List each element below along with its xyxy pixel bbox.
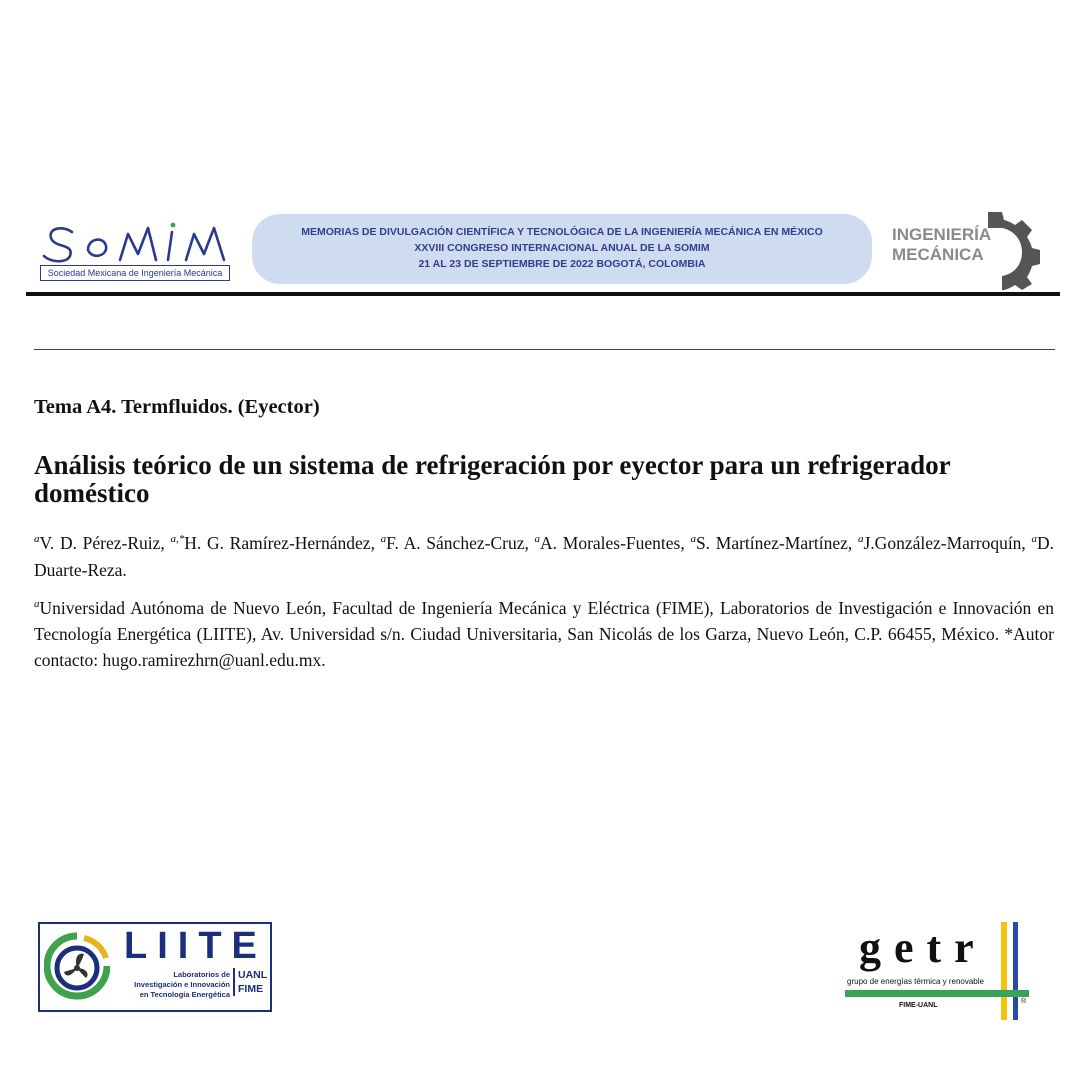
liite-turbine-icon xyxy=(44,932,110,1002)
author-name: D. Duarte-Reza. xyxy=(34,533,1055,580)
getr-blue-bar xyxy=(1013,922,1018,1020)
liite-logo xyxy=(38,922,272,1012)
author-name: H. G. Ramírez-Hernández, xyxy=(184,533,375,553)
author-sup: a xyxy=(534,533,541,546)
getr-logo xyxy=(845,920,1045,1025)
banner-line-1: MEMORIAS DE DIVULGACIÓN CIENTÍFICA Y TECNOLÓGICA DE LA INGENIERÍA MECÁNICA EN MÉXICO xyxy=(301,226,823,238)
liite-uanl-fime xyxy=(233,968,272,996)
getr-wordmark: getr xyxy=(859,923,987,972)
liite-desc-line-2: Investigación e Innovación xyxy=(134,980,230,989)
paper-topic: Tema A4. Termfluidos. (Eyector) xyxy=(34,396,320,418)
author-sup: a xyxy=(34,533,40,546)
affiliation-sup: a xyxy=(34,598,40,611)
getr-foot: FIME-UANL xyxy=(899,1002,938,1009)
author-sup: a xyxy=(690,533,696,546)
liite-desc-line-3: en Tecnología Energética xyxy=(139,990,230,999)
getr-green-bar xyxy=(845,990,1029,997)
author-sup: a xyxy=(380,533,387,546)
section-divider xyxy=(34,349,1055,350)
author-name: J.González-Marroquín, xyxy=(863,533,1026,553)
author-sup: a xyxy=(858,533,864,546)
author-sup: a xyxy=(1031,533,1038,546)
author-name: V. D. Pérez-Ruiz, xyxy=(39,533,165,553)
affiliation xyxy=(34,595,1054,673)
gear-icon xyxy=(982,210,1044,290)
author-name: F. A. Sánchez-Cruz, xyxy=(386,533,529,553)
conference-banner xyxy=(252,214,872,284)
getr-yellow-bar xyxy=(1001,922,1007,1020)
somim-logo xyxy=(40,220,230,282)
liite-description xyxy=(116,970,230,1000)
author-list xyxy=(34,530,1054,584)
paper-title: Análisis teórico de un sistema de refrigeración por eyector para un refrigerador doméstico xyxy=(34,450,951,508)
liite-fime: FIME xyxy=(238,983,264,995)
author-name: S. Martínez-Martínez, xyxy=(695,533,853,553)
somim-wordmark-icon xyxy=(42,220,230,266)
somim-caption: Sociedad Mexicana de Ingeniería Mecánica xyxy=(40,265,230,281)
liite-wordmark: LIITE xyxy=(124,925,267,967)
ing-logo-text xyxy=(892,225,991,265)
author-sup: a,* xyxy=(170,533,185,546)
affiliation-text: Universidad Autónoma de Nuevo León, Facultad de Ingeniería Mecánica y Eléctrica (FIME), Laboratorios de Investigación e Innovación en Tecnología Energética (LIITE), Av. Universidad s/n. Ciudad Universitaria, San Nicolás de los Garza, Nuevo León, C.P. 66455, México. *Autor contacto: hugo.ramirezhrn@uanl.edu.mx. xyxy=(34,598,1054,670)
ingenieria-mecanica-logo xyxy=(890,210,1050,290)
banner-line-3: 21 AL 23 DE SEPTIEMBRE DE 2022 BOGOTÁ, COLOMBIA xyxy=(418,258,706,270)
banner-line-2: XXVIII CONGRESO INTERNACIONAL ANUAL DE LA SOMIM xyxy=(414,242,710,254)
ing-logo-line-2: MECÁNICA xyxy=(892,245,984,264)
liite-uanl: UANL xyxy=(238,969,268,981)
registered-mark: ® xyxy=(1021,998,1027,1005)
author-name: A. Morales-Fuentes, xyxy=(540,533,685,553)
header-rule xyxy=(26,292,1060,296)
getr-subtitle: grupo de energías térmica y renovable xyxy=(847,977,984,986)
liite-desc-line-1: Laboratorios de xyxy=(173,970,230,979)
ing-logo-line-1: INGENIERÍA xyxy=(892,225,992,244)
